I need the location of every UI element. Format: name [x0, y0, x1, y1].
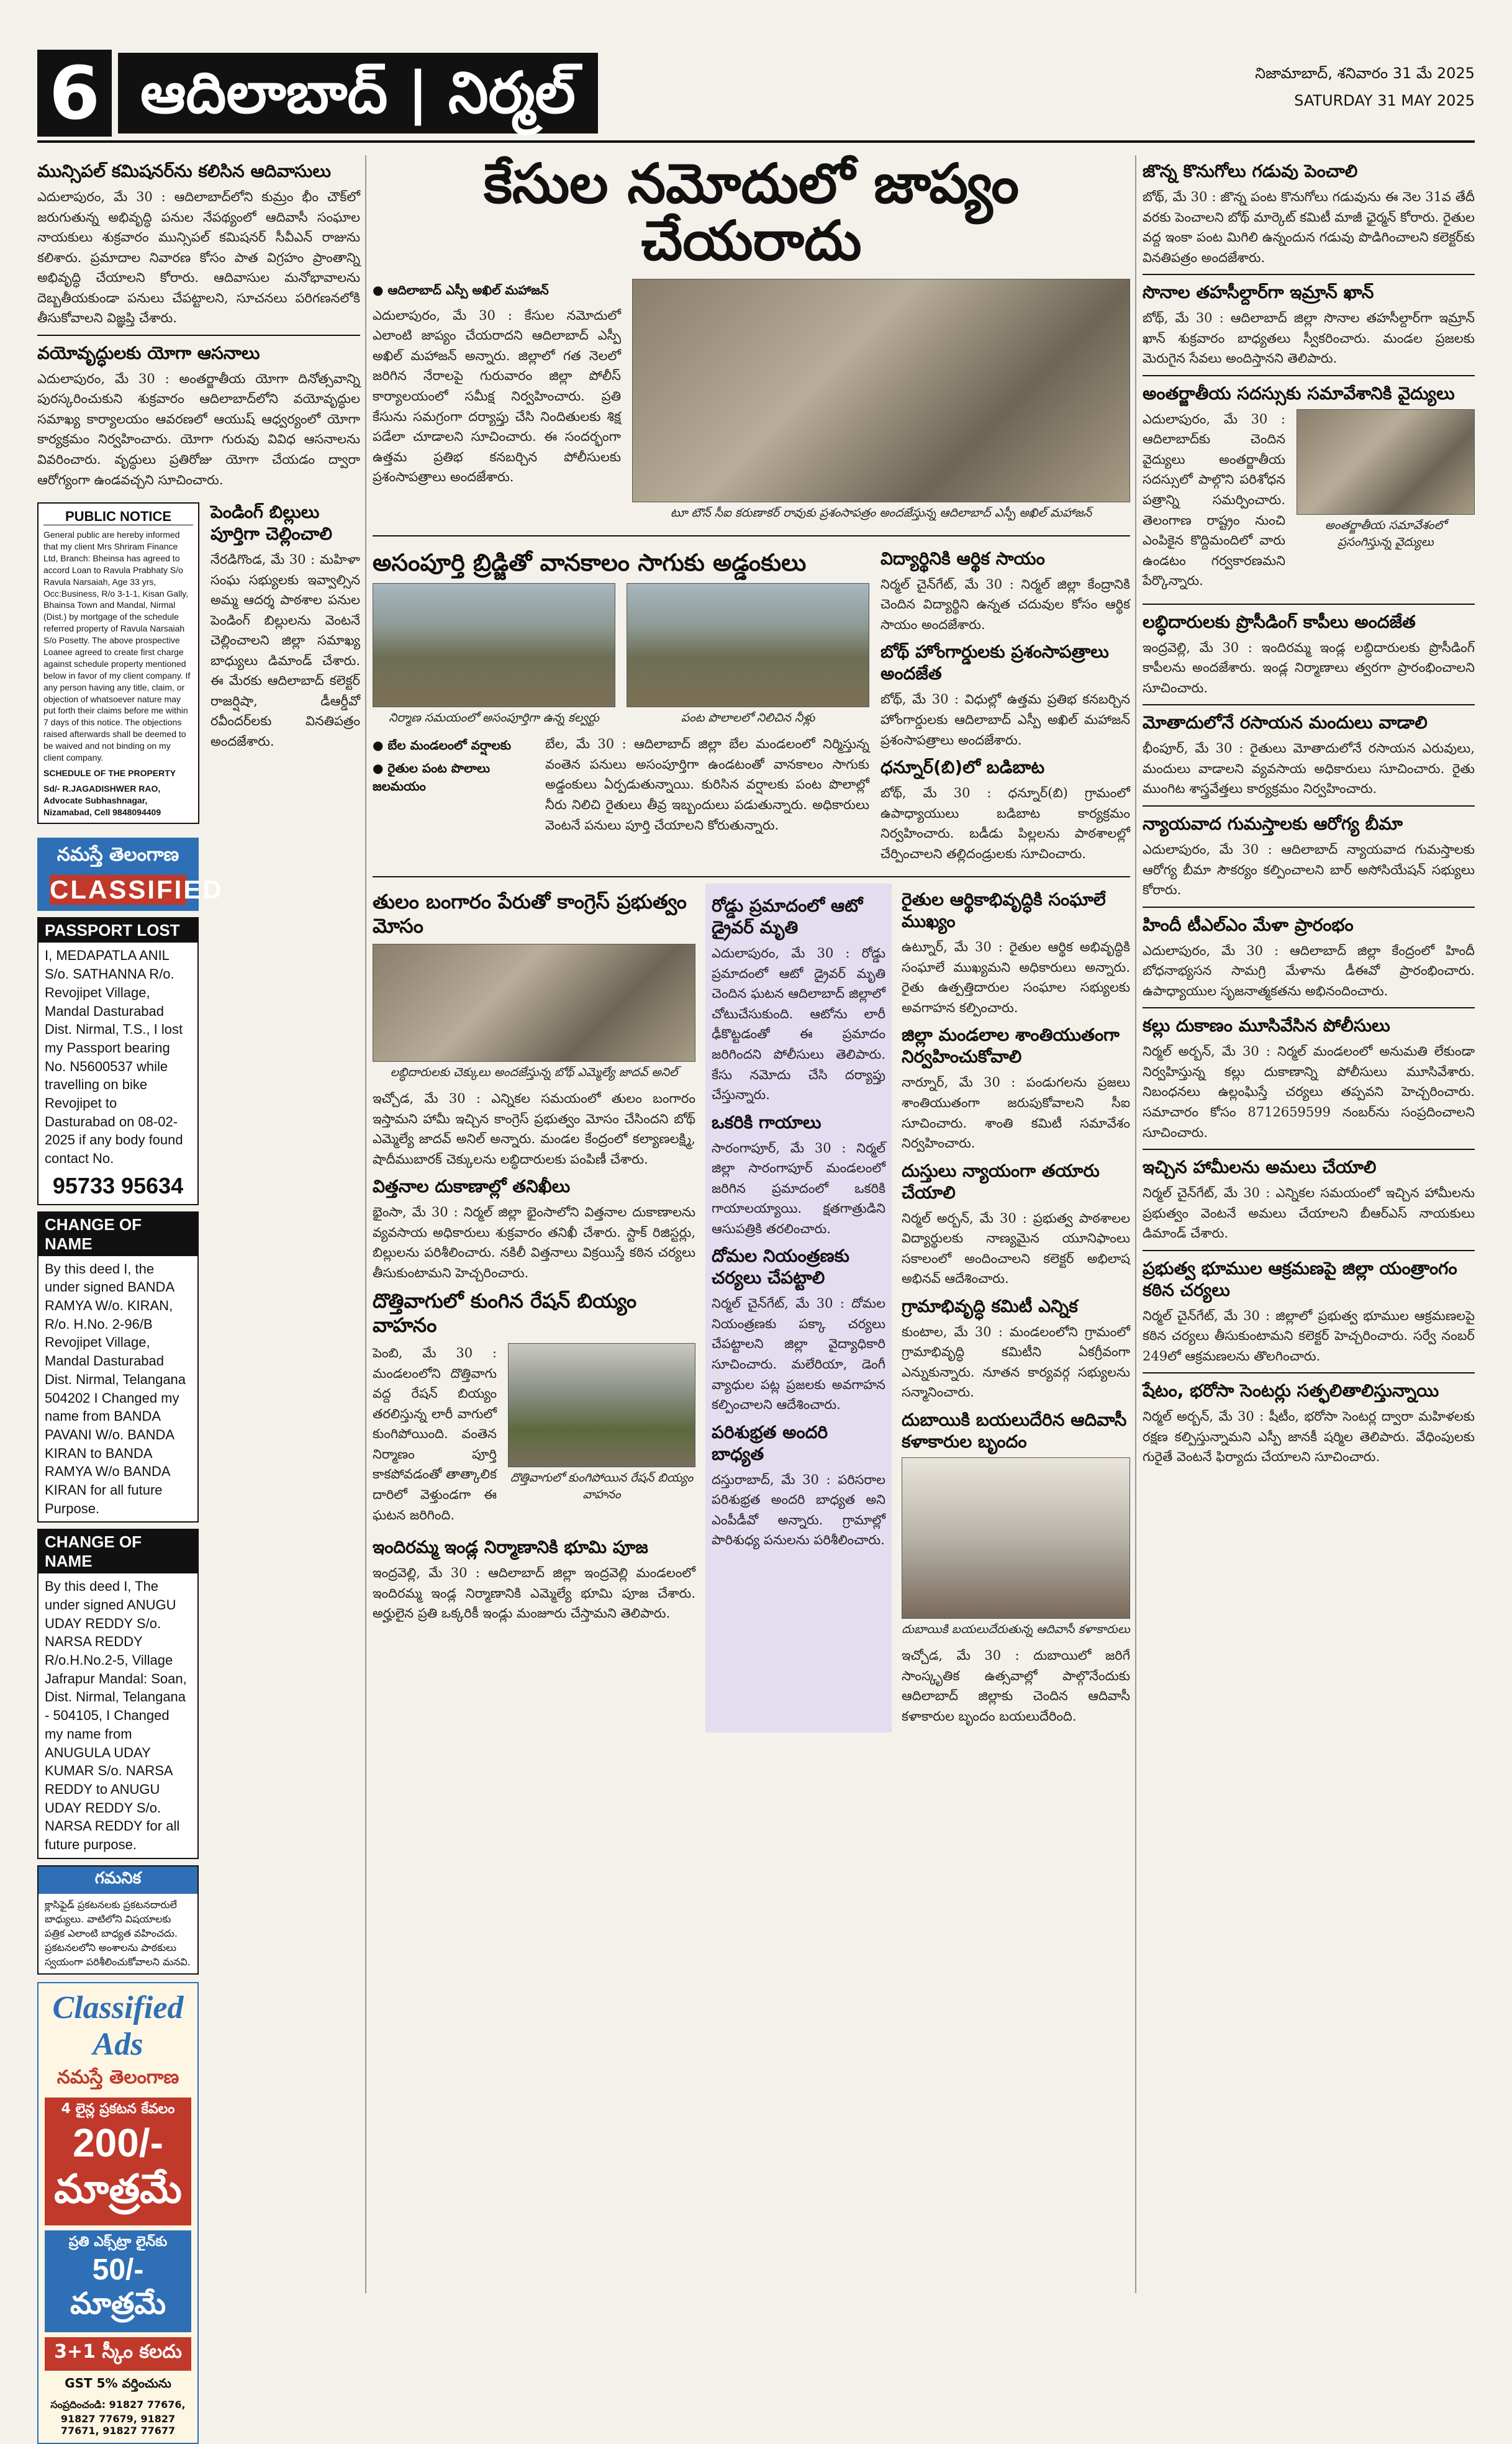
divider	[1143, 805, 1475, 807]
headline: లబ్ధిదారులకు ప్రొసీడింగ్ కాపీలు అందజేత	[1143, 611, 1416, 632]
headline: రైతుల ఆర్థికాభివృద్ధికి సంఘాలే ముఖ్యం	[902, 889, 1106, 932]
story-body: నిర్మల్ చైన్‌గేట్, మే 30 : దోమల నియంత్రణకు పక్కా చర్యలు చేపట్టాలని జిల్లా వైద్యాధికారి సూచించారు. మలేరియా, డెంగీ వ్యాధుల పట్ల ప్రజలకు అవగాహన కల్పించాలని ఆదేశించారు.	[712, 1296, 885, 1413]
divider	[1143, 704, 1475, 705]
congress-photo	[373, 944, 695, 1062]
change-of-name-ad	[37, 1211, 199, 1523]
divider	[1143, 907, 1475, 908]
change-of-name-ad	[37, 1529, 199, 1858]
field-photo-block	[627, 583, 869, 734]
photo-caption: నిర్మాణ సమయంలో అసంపూర్తిగా ఉన్న కల్వర్టు	[389, 711, 599, 725]
headline: న్యాయవాద గుమస్తాలకు ఆరోగ్య బీమా	[1143, 813, 1403, 835]
lower-row	[373, 884, 1130, 1732]
field-photo	[627, 583, 869, 707]
headline: దుస్తులు న్యాయంగా తయారు చేయాలి	[902, 1160, 1100, 1203]
photo-caption: అంతర్జాతీయ సమావేశంలో ప్రసంగిస్తున్న వైద్యులు	[1324, 518, 1447, 549]
divider	[373, 876, 1130, 877]
divider	[1143, 375, 1475, 376]
headline: వయోవృద్ధులకు యోగా ఆసనాలు	[37, 342, 260, 363]
disclaimer-body: క్లాసిఫైడ్ ప్రకటనలకు ప్రకటనదారులే బాధ్యులు. వాటిలోని విషయాలకు పత్రిక ఎలాంటి బాధ్యత వహించదు. ప్రకటనలలోని అంశాలను పాఠకులు స్వయంగా పరిశీలించుకోవాలని మనవి.	[45, 1898, 191, 1968]
headline: షేటం, భరోసా సెంటర్లు సత్ఫలితాలిస్తున్నాయి	[1143, 1380, 1439, 1401]
promo-scheme	[45, 2337, 191, 2371]
story-body: నేరడిగొండ, మే 30 : మహిళా సంఘ సభ్యులకు ఇవ్వాల్సిన అమ్మ ఆదర్శ పాఠశాల పనుల పెండింగ్ బిల్లులను వెంటనే చెల్లించాలని జిల్లా సమాఖ్య బాధ్యులు డిమాండ్ చేశారు. ఈ మేరకు ఆదిలాబాద్ కలెక్టర్ రాజర్షిషా, డీఆర్డీవో రవీందర్‌లకు వినతిపత్రం అందజేశారు.	[211, 552, 360, 749]
lead-photo-block	[632, 279, 1130, 529]
headline: విద్యార్థినికి ఆర్థిక సాయం	[880, 548, 1045, 569]
headline: ఇచ్చిన హామీలను అమలు చేయాలి	[1143, 1157, 1377, 1178]
ad-title: CHANGE OF NAME	[38, 1213, 197, 1256]
divider	[1143, 604, 1475, 605]
headline: కల్లు దుకాణం మూసివేసిన పోలీసులు	[1143, 1015, 1390, 1036]
story-body: భైంసా, మే 30 : నిర్మల్ జిల్లా భైంసాలోని విత్తనాల దుకాణాలను వ్యవసాయ అధికారులు శుక్రవారం తనిఖీ చేశారు. స్టాక్ రిజిస్టర్లు, బిల్లులను పరిశీలించారు. నకిలీ విత్తనాలు విక్రయిస్తే కఠిన చర్యలు తీసుకుంటామని హెచ్చరించారు.	[373, 1205, 695, 1280]
dubai-photo	[902, 1457, 1130, 1619]
story-body: బోథ్, మే 30 : ఆదిలాబాద్ జిల్లా సొనాల తహసీల్దార్‌గా ఇమ్రాన్ ఖాన్ శుక్రవారం బాధ్యతలు స్వీకరించారు. మండల ప్రజలకు మెరుగైన సేవలు అందిస్తానని తెలిపారు.	[1143, 310, 1475, 366]
promo-brand: Classified Ads	[52, 1989, 184, 2062]
date-telugu: నిజామాబాద్, శనివారం 31 మే 2025	[1255, 65, 1475, 82]
page-title: ఆదిలాబాద్ | నిర్మల్	[118, 53, 598, 134]
story-body: బేల, మే 30 : ఆదిలాబాద్ జిల్లా బేల మండలంలో నిర్మిస్తున్న వంతెన పనులు అసంపూర్తిగా ఉండటంతో వానకాలం సాగుకు అడ్డంకులు ఏర్పడుతున్నాయి. కురిసిన వర్షాలకు పంట పొలాల్లో నీరు నిలిచి రైతులు తీవ్ర ఇబ్బందులు పడుతున్నారు. అధికారులు వెంటనే పనులు పూర్తి చేయాలని కోరుతున్నారు.	[545, 736, 869, 833]
doctors-photo	[1297, 409, 1475, 515]
bridge-side	[880, 543, 1130, 870]
story-body: భీంపూర్, మే 30 : రైతులు మోతాదులోనే రసాయన ఎరువులు, మందులు వాడాలని వ్యవసాయ అధికారులు సూచించారు. రైతు ముంగిట శాస్త్రవేత్తలు కార్యక్రమం నిర్వహించారు.	[1143, 741, 1475, 797]
masthead	[37, 50, 1475, 143]
promo-offer	[45, 2230, 191, 2332]
story-body: ఉట్నూర్, మే 30 : రైతుల ఆర్థిక అభివృద్ధికి సంఘాలే ముఖ్యమని అధికారులు అన్నారు. రైతు ఉత్పత్తిదారుల సంఘాల సభ్యులకు అవగాహన కల్పించారు.	[902, 939, 1130, 1015]
story-commissioner	[37, 160, 360, 328]
story-body: ఎదులాపురం, మే 30 : ఆదిలాబాద్ జిల్లా కేంద్రంలో హిందీ బోధనాభ్యసన సామగ్రి మేళాను డీఈవో ప్రారంభించారు. ఉపాధ్యాయుల సృజనాత్మకతను అభినందించారు.	[1143, 943, 1475, 998]
headline: ప్రభుత్వ భూముల ఆక్రమణపై జిల్లా యంత్రాంగం కఠిన చర్యలు	[1143, 1257, 1457, 1300]
disclaimer-box	[37, 1865, 199, 1975]
ration-photo-block	[508, 1343, 695, 1531]
doctors-block	[1143, 409, 1475, 597]
offer-scheme: 3+1 స్కీం కలదు	[54, 2340, 182, 2363]
photo-caption: లబ్ధిదారులకు చెక్కులు అందజేస్తున్న బోథ్ ఎమ్మెల్యే జాదవ్ అనిల్	[390, 1066, 678, 1080]
lower-middle	[705, 884, 892, 1732]
story-body: బోథ్, మే 30 : ధన్నూర్(బి) గ్రామంలో ఉపాధ్యాయులు బడిబాట కార్యక్రమం నిర్వహించారు. బడీడు పిల్లలను పాఠశాలల్లో చేర్పించాలని తల్లిదండ్రులకు సూచించారు.	[880, 785, 1130, 861]
story-yoga	[37, 342, 360, 490]
headline: జిల్లా మండలాల శాంతియుతంగా నిర్వహించుకోవాలి	[902, 1025, 1120, 1067]
divider	[1143, 1149, 1475, 1150]
story-body: ఇంద్రవెల్లి, మే 30 : ఆదిలాబాద్ జిల్లా ఇంద్రవెల్లి మండలంలో ఇందిరమ్మ ఇండ్ల నిర్మాణానికి ఎమ్మెల్యే భూమి పూజ చేశారు. అర్హులైన ప్రతి ఒక్కరికీ ఇండ్లు మంజూరు చేస్తామని తెలిపారు.	[373, 1565, 695, 1621]
story-body: దస్తురాబాద్, మే 30 : పరిసరాల పరిశుభ్రత అందరి బాధ్యత అని ఎంపీడీవో అన్నారు. గ్రామాల్లో పారిశుధ్య పనులను పరిశీలించారు.	[712, 1472, 885, 1548]
story-body: ఎదులాపురం, మే 30 : ఆదిలాబాద్‌లోని కుమ్రం భీం చౌక్‌లో జరుగుతున్న అభివృద్ధి పనుల నేపథ్యంలో ఆదివాసీ సంఘాల నాయకులు శుక్రవారం మున్సిపల్ కమిషనర్ సీవీఎన్ రాజును కలిశారు. ప్రమాదాల నివారణ కోసం పాత విగ్రహం ప్రాంతాన్ని అభివృద్ధి చేయాలని కోరారు. ఆదివాసుల మనోభావాలను దెబ్బతీయకుండా పనులు చేపట్టాలని, సూచనలు పరిగణనలోకి తీసుకోవాలని విజ్ఞప్తి చేశారు.	[37, 189, 360, 326]
notice-signature: Sd/- R.JAGADISHWER RAO, Advocate Subhashnagar, Nizamabad, Cell 9848094409	[43, 783, 161, 817]
lead-byline: ● ఆదిలాబాద్ ఎస్పీ అఖిల్ మహాజన్	[373, 282, 549, 297]
headline: పరిశుభ్రత అందరి బాధ్యత	[712, 1421, 828, 1464]
headline: మున్సిపల్ కమిషనర్‌ను కలిసిన ఆదివాసులు	[37, 161, 331, 181]
doctors-photo-block	[1297, 409, 1475, 597]
story-body: ఎదులాపురం, మే 30 : రోడ్డు ప్రమాదంలో ఆటో డ్రైవర్ మృతి చెందిన ఘటన ఆదిలాబాద్ జిల్లాలో చోటుచేసుకుంది. ఆటోను లారీ ఢీకొట్టడంతో ఈ ప్రమాదం జరిగిందని పోలీసులు తెలిపారు. కేసు నమోదు చేసి దర్యాప్తు చేస్తున్నారు.	[712, 946, 885, 1103]
bridge-photo	[373, 583, 615, 707]
promo-gst: GST 5% వర్తించును	[65, 2375, 171, 2391]
passport-lost-ad	[37, 917, 199, 1205]
headline: అసంపూర్తి బ్రిడ్జితో వానకాలం సాగుకు అడ్డంకులు	[373, 548, 807, 576]
headline: ఇందిరమ్మ ఇండ్ల నిర్మాణానికి భూమి పూజ	[373, 1537, 648, 1558]
story-bridge	[373, 543, 869, 870]
headline: సొనాల తహసీల్దార్‌గా ఇమ్రాన్ ఖాన్	[1143, 282, 1374, 303]
photo-caption: దొత్తివాగులో కుంగిపోయిన రేషన్ బియ్యం వాహనం	[510, 1471, 694, 1502]
story-body: నిర్మల్ అర్బన్, మే 30 : ప్రభుత్వ పాఠశాలల విద్యార్థులకు నాణ్యమైన యూనిఫాంలు సకాలంలో అందించాలని కలెక్టర్ అభిలాష అభినవ్ ఆదేశించారు.	[902, 1210, 1130, 1287]
classified-logo	[37, 838, 224, 911]
lead-story	[373, 279, 1130, 529]
divider	[1143, 1007, 1475, 1008]
photo-caption: దుబాయికి బయలుదేరుతున్న ఆదివాసీ కళాకారులు	[902, 1623, 1130, 1636]
date-english: SATURDAY 31 MAY 2025	[1294, 92, 1475, 109]
story-bills	[211, 496, 360, 830]
lead-text	[373, 279, 621, 529]
story-body: బోథ్, మే 30 : విధుల్లో ఉత్తమ ప్రతిభ కనబర్చిన హోంగార్డులకు ఆదిలాబాద్ ఎస్పీ అఖిల్ మహాజన్ ప్రశంసాపత్రాలు అందజేశారు.	[880, 692, 1130, 748]
headline: రోడ్డు ప్రమాదంలో ఆటో డ్రైవర్ మృతి	[712, 895, 863, 938]
ad-body: By this deed I, the under signed BANDA RAMYA W/o. KIRAN, R/o. H.No. 2-96/B Revojipet Village, Mandal Dasturabad Dist. Nirmal, Telangana 504202 I Changed my name from BANDA PAVANI W/o. BANDA KIRAN to BANDA RAMYA W/o BANDA KIRAN for all future Purpose.	[45, 1260, 186, 1516]
story-body: ఇచ్చోడ, మే 30 : ఎన్నికల సమయంలో తులం బంగారం ఇస్తామని హామీ ఇచ్చిన కాంగ్రెస్ ప్రభుత్వం మోసం చేసిందని బోథ్ ఎమ్మెల్యే జాదవ్ అనిల్ అన్నారు. మండల కేంద్రంలో కల్యాణలక్ష్మి, షాదీముబారక్ చెక్కులను లబ్ధిదారులకు పంపిణీ చేశారు.	[373, 1091, 695, 1167]
headline: మోతాదులోనే రసాయన మందులు వాడాలి	[1143, 712, 1428, 733]
divider	[37, 335, 360, 336]
story-body: ఎదులాపురం, మే 30 : ఆదిలాబాద్‌కు చెందిన వైద్యులు అంతర్జాతీయ సదస్సులో పాల్గొని పరిశోధన పత్రాన్ని సమర్పించారు. తెలంగాణ రాష్ట్రం నుంచి ఎంపికైన కొద్దిమందిలో వారు ఉండటం గర్వకారణమని పేర్కొన్నారు.	[1143, 411, 1285, 589]
story-body: నార్నూర్, మే 30 : పండుగలను ప్రజలు శాంతియుతంగా జరుపుకోవాలని సీఐ సూచించారు. శాంతి కమిటీ సమావేశం నిర్వహించారు.	[902, 1075, 1130, 1151]
schedule-title: SCHEDULE OF THE PROPERTY	[43, 767, 176, 778]
photo-caption: టూ టౌన్ సీఐ కరుణాకర్ రావుకు ప్రశంసాపత్రం అందజేస్తున్న ఆదిలాబాద్ ఎస్పీ అఖిల్ మహాజన్	[670, 505, 1092, 520]
notice-title: PUBLIC NOTICE	[43, 509, 193, 525]
notice-body: General public are hereby informed that my client Mrs Shriram Finance Ltd, Branch: Bheinsa has agreed to accord Loan to Ravula Prabhaty S/o Ravula Narsaiah, Age 33 yrs, Occ:Business, R/o 3-1-1, Kisan Gally, Bhainsa Town and Mandal, Nirmal (Dist.) by mortgage of the schedule referred property of Ravula Narsaiah S/o Posetty. The above prospective Loanee agreed to create first charge against schedule property mentioned below in favor of my client company. If any person having any title, claim, or objection of whatsoever nature may put forth their claims before me within 7 days of this notice. The objections raised afterwards shall be deemed to be waived and not binding on my client company.	[43, 530, 191, 763]
story-body: ఇచ్చోడ, మే 30 : దుబాయిలో జరిగే సాంస్కృతిక ఉత్సవాల్లో పాల్గొనేందుకు ఆదిలాబాద్ జిల్లాకు చెందిన ఆదివాసీ కళాకారుల బృందం బయలుదేరింది.	[902, 1648, 1130, 1724]
headline: బోథ్ హోంగార్డులకు ప్రశంసాపత్రాలు అందజేత	[880, 641, 1109, 684]
divider	[1143, 1250, 1475, 1251]
column-divider	[365, 155, 366, 2293]
subhead: ● బేల మండలంలో వర్షాలకు	[373, 738, 512, 753]
ad-body: I, MEDAPATLA ANIL S/o. SATHANNA R/o. Revojipet Village, Mandal Dasturabad Dist. Nirmal, T.S., I lost my Passport bearing No. N5600537 while travelling on bike Revojipet to Dasturabad on 08-02-2025 if any body found contact No.	[45, 948, 183, 1167]
lower-left	[373, 884, 695, 1732]
ad-title: PASSPORT LOST	[38, 918, 197, 943]
story-body: పెంబి, మే 30 : మండలంలోని దొత్తివాగు వద్ద రేషన్ బియ్యం తరలిస్తున్న లారీ వాగులో కుంగిపోయింది. వంతెన నిర్మాణం పూర్తి కాకపోవడంతో తాత్కాలిక దారిలో వెళ్తుండగా ఈ ఘటన జరిగింది.	[373, 1346, 497, 1523]
headline: ఒకరికి గాయాలు	[712, 1111, 822, 1133]
divider	[1143, 274, 1475, 275]
page-number: 6	[37, 50, 112, 137]
headline: దొత్తివాగులో కుంగిన రేషన్ బియ్యం వాహనం	[373, 1289, 637, 1337]
headline: తులం బంగారం పేరుతో కాంగ్రెస్ ప్రభుత్వం మోసం	[373, 890, 687, 938]
dateline	[1255, 65, 1475, 115]
classified-ads-promo	[37, 1982, 199, 2444]
bridge-photos	[373, 583, 869, 734]
headline: హిందీ టీఎల్ఎం మేళా ప్రారంభం	[1143, 914, 1354, 935]
divider	[1143, 1372, 1475, 1374]
headline: దోమల నియంత్రణకు చర్యలు చేపట్టాలి	[712, 1246, 849, 1288]
headline: గ్రామాభివృద్ధి కమిటీ ఎన్నిక	[902, 1295, 1078, 1316]
ad-phone: 95733 95634	[52, 1172, 184, 1198]
story-body: నిర్మల్ అర్బన్, మే 30 : నిర్మల్ మండలంలో అనుమతి లేకుండా నిర్వహిస్తున్న కల్లు దుకాణాన్ని పోలీసులు మూసివేశారు. నిబంధనలు ఉల్లంఘిస్తే చర్యలు తప్పవని హెచ్చరించారు. సమాచారం కోసం 8712659599 నంబర్‌ను సంప్రదించాలని సూచించారు.	[1143, 1044, 1475, 1140]
main-column	[373, 152, 1130, 2293]
headline: అంతర్జాతీయ సదస్సుకు సమావేశానికి వైద్యులు	[1143, 382, 1455, 404]
story-body: సారంగాపూర్, మే 30 : నిర్మల్ జిల్లా సారంగాపూర్ మండలంలో జరిగిన ప్రమాదంలో ఒకరికి గాయాలయ్యాయి. క్షతగాత్రుడిని ఆసుపత్రికి తరలించారు.	[712, 1140, 885, 1236]
ad-body: By this deed I, The under signed ANUGU UDAY REDDY S/o. NARSA REDDY R/o.H.No.2-5, Village Jafrapur Mandal: Soan, Dist. Nirmal, Telangana - 504105, I Changed my name from ANUGULA UDAY KUMAR S/o. NARSA REDDY to ANUGU UDAY REDDY S/o. NARSA REDDY for all future purpose.	[45, 1578, 187, 1852]
divider	[373, 535, 1130, 536]
lead-headline: కేసుల నమోదులో జాప్యం చేయరాదు	[484, 152, 1019, 273]
left-column	[37, 155, 360, 2437]
offer-label: 4 లైన్ల ప్రకటన కేవలం	[61, 2101, 175, 2117]
subhead: ● రైతుల పంట పొలాలు జలమయం	[373, 761, 491, 794]
offer-label: ప్రతి ఎక్స్‌ట్రా లైన్‌కు	[68, 2234, 168, 2250]
story-body: ఎదులాపురం, మే 30 : కేసుల నమోదులో ఎలాంటి జాప్యం చేయరాదని ఆదిలాబాద్ ఎస్పీ అఖిల్ మహాజన్ అన్నారు. జిల్లాలో గత నెలలో జరిగిన నేరాలపై గురువారం జిల్లా పోలీస్ కార్యాలయంలో సమీక్ష నిర్వహించారు. ప్రతి కేసును సమగ్రంగా దర్యాప్తు చేసి నిందితులకు శిక్ష పడేలా చూడాలని సూచించారు. ఈ సందర్భంగా ఉత్తమ ప్రతిభ కనబర్చిన పోలీసులకు ప్రశంసాపత్రాలు అందజేశారు.	[373, 307, 621, 485]
headline: విత్తనాల దుకాణాల్లో తనిఖీలు	[373, 1176, 571, 1197]
ad-title: CHANGE OF NAME	[38, 1530, 197, 1573]
headline: జొన్న కొనుగోలు గడువు పెంచాలి	[1143, 161, 1358, 181]
story-body: నిర్మల్ చైన్‌గేట్, మే 30 : నిర్మల్ జిల్లా కేంద్రానికి చెందిన విద్యార్థిని ఉన్నత చదువుల కోసం ఆర్థిక సాయం అందజేశారు.	[880, 576, 1130, 632]
offer-price: 200/- మాత్రమే	[54, 2120, 182, 2211]
story-body: ఇంద్రవెల్లి, మే 30 : ఇందిరమ్మ ఇండ్ల లబ్ధిదారులకు ప్రొసీడింగ్ కాపీలను అందజేశారు. ఇండ్ల నిర్మాణాలు త్వరగా ప్రారంభించాలని సూచించారు.	[1143, 640, 1475, 695]
disclaimer-title: గమనిక	[38, 1867, 197, 1894]
headline: పెండింగ్ బిల్లులు పూర్తిగా చెల్లించాలి	[211, 502, 332, 545]
classified-brand: నమస్తే తెలంగాణ	[57, 844, 179, 866]
classified-section	[37, 838, 224, 2443]
story-body: బోథ్, మే 30 : జొన్న పంట కొనుగోలు గడువును ఈ నెల 31వ తేదీ వరకు పెంచాలని బోథ్ మార్కెట్ కమిటీ మాజీ ఛైర్మన్ కోరారు. రైతుల వద్ద ఇంకా పంట మిగిలి ఉన్నందున గడువు పొడిగించాలని కలెక్టర్‌కు వినతిపత్రం అందజేశారు.	[1143, 189, 1475, 265]
lead-photo	[632, 279, 1130, 502]
truck-photo	[508, 1343, 695, 1467]
bridge-subheads	[373, 734, 534, 841]
story-body: నిర్మల్ చైన్‌గేట్, మే 30 : జిల్లాలో ప్రభుత్వ భూముల ఆక్రమణలపై కఠిన చర్యలు తీసుకుంటామని కలెక్టర్ హెచ్చరించారు. సర్వే నంబర్ 249లో ఆక్రమణలను తొలగించారు.	[1143, 1308, 1475, 1364]
offer-price: 50/- మాత్రమే	[70, 2253, 166, 2320]
bridge-text	[373, 734, 869, 841]
lower-right	[902, 884, 1130, 1732]
bridge-row	[373, 543, 1130, 870]
story-body: ఎదులాపురం, మే 30 : ఆదిలాబాద్ న్యాయవాద గుమస్తాలకు ఆరోగ్య బీమా సౌకర్యం కల్పించాలని బార్ అసోసియేషన్ సభ్యులు కోరారు.	[1143, 842, 1475, 898]
promo-offer	[45, 2098, 191, 2225]
story-body: నిర్మల్ అర్బన్, మే 30 : షీటీం, భరోసా సెంటర్ల ద్వారా మహిళలకు రక్షణ కల్పిస్తున్నామని ఎస్పీ జానకీ షర్మిల తెలిపారు. వేధింపులకు గురైతే వెంటనే ఫిర్యాదు చేయాలని సూచించారు.	[1143, 1409, 1475, 1465]
promo-tagline: నమస్తే తెలంగాణ	[57, 2066, 179, 2088]
photo-caption: పంట పొలాలలో నిలిచిన నీళ్లు	[681, 711, 815, 725]
right-column	[1143, 155, 1475, 2293]
headline: దుబాయికి బయలుదేరిన ఆదివాసీ కళాకారుల బృందం	[902, 1410, 1127, 1452]
column-divider	[1135, 155, 1136, 2293]
public-notice	[37, 502, 199, 824]
promo-contact: సంప్రదించండి: 91827 77676, 91827 77679, 91827 77671, 91827 77677	[50, 2398, 186, 2437]
headline: ధన్నూర్(బి)లో బడిబాట	[880, 757, 1045, 778]
classified-label: CLASSIFIED	[50, 875, 224, 905]
bridge-photo-block	[373, 583, 615, 734]
story-body: నిర్మల్ చైన్‌గేట్, మే 30 : ఎన్నికల సమయంలో ఇచ్చిన హామీలను ప్రభుత్వం వెంటనే అమలు చేయాలని బీఆర్ఎస్ నాయకులు డిమాండ్ చేశారు.	[1143, 1185, 1475, 1241]
notice-row	[37, 496, 360, 830]
story-body: కుంటాల, మే 30 : మండలంలోని గ్రామంలో గ్రామాభివృద్ధి కమిటీని ఏకగ్రీవంగా ఎన్నుకున్నారు. నూతన కార్యవర్గ సభ్యులను సన్మానించారు.	[902, 1324, 1130, 1400]
story-body: ఎదులాపురం, మే 30 : అంతర్జాతీయ యోగా దినోత్సవాన్ని పురస్కరించుకుని శుక్రవారం ఆదిలాబాద్‌లోని వయోవృద్ధుల సమాఖ్య కార్యాలయం ఆవరణలో ఆయుష్ ఆధ్వర్యంలో యోగా కార్యక్రమం నిర్వహించారు. యోగా గురువు వివిధ ఆసనాలను వివరించారు. వృద్ధులు ప్రతిరోజు యోగా చేయడం ద్వారా ఆరోగ్యంగా ఉండవచ్చని సూచించారు.	[37, 371, 360, 487]
ration-block	[373, 1343, 695, 1531]
